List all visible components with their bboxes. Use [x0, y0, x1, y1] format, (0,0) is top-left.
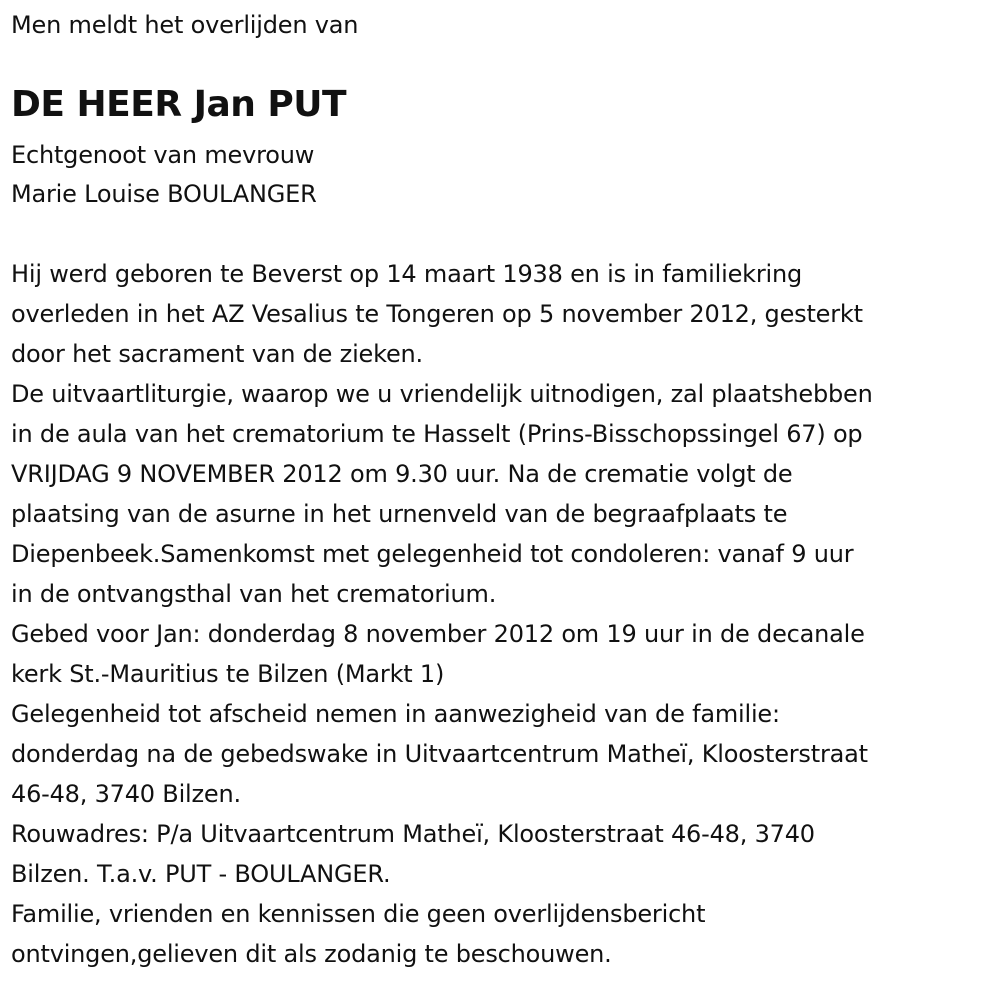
body-line: ontvingen,gelieven dit als zodanig te beschouwen. — [11, 940, 612, 968]
body-line: Rouwadres: P/a Uitvaartcentrum Matheï, Kloosterstraat 46-48, 3740 — [11, 820, 815, 848]
body-line: overleden in het AZ Vesalius te Tongeren op 5 november 2012, gesterkt — [11, 300, 863, 328]
spouse-line: Marie Louise BOULANGER — [11, 180, 317, 208]
body-line: De uitvaartliturgie, waarop we u vriendelijk uitnodigen, zal plaatshebben — [11, 380, 873, 408]
body-line: VRIJDAG 9 NOVEMBER 2012 om 9.30 uur. Na de crematie volgt de — [11, 460, 793, 488]
spouse-line: Echtgenoot van mevrouw — [11, 141, 315, 169]
body-line: in de aula van het crematorium te Hasselt (Prins-Bisschopssingel 67) op — [11, 420, 863, 448]
body-line: kerk St.-Mauritius te Bilzen (Markt 1) — [11, 660, 445, 688]
body-line: Gelegenheid tot afscheid nemen in aanwezigheid van de familie: — [11, 700, 780, 728]
body-line: door het sacrament van de zieken. — [11, 340, 423, 368]
body-line: Diepenbeek.Samenkomst met gelegenheid tot condoleren: vanaf 9 uur — [11, 540, 854, 568]
body-line: Gebed voor Jan: donderdag 8 november 2012 om 19 uur in de decanale — [11, 620, 865, 648]
intro-text: Men meldt het overlijden van — [11, 11, 359, 39]
body-line: donderdag na de gebedswake in Uitvaartcentrum Matheï, Kloosterstraat — [11, 740, 868, 768]
body-line: 46-48, 3740 Bilzen. — [11, 780, 241, 808]
body-line: plaatsing van de asurne in het urnenveld van de begraafplaats te — [11, 500, 788, 528]
body-line: Bilzen. T.a.v. PUT - BOULANGER. — [11, 860, 391, 888]
body-line: in de ontvangsthal van het crematorium. — [11, 580, 497, 608]
deceased-name: DE HEER Jan PUT — [11, 84, 347, 125]
body-line: Familie, vrienden en kennissen die geen overlijdensbericht — [11, 900, 706, 928]
body-line: Hij werd geboren te Beverst op 14 maart 1938 en is in familiekring — [11, 260, 803, 288]
